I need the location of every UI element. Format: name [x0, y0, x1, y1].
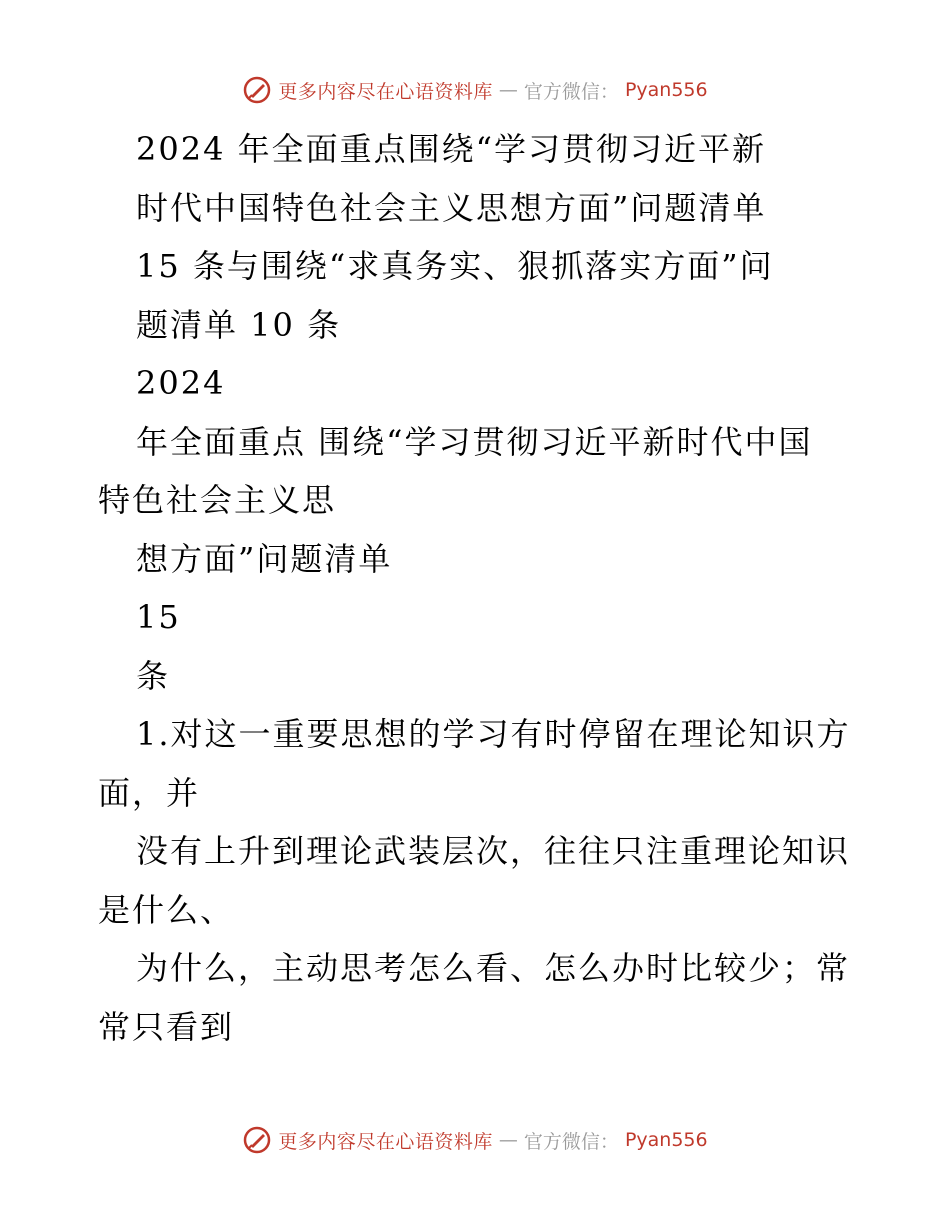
header-banner — [0, 70, 950, 110]
header-banner-dash: — — [498, 79, 518, 101]
footer-banner-text: 更多内容尽在心语资料库 — [278, 1130, 493, 1153]
document-body — [98, 120, 858, 1056]
section-heading-line-3: 想方面”问题清单 — [136, 539, 393, 578]
paragraph-line-6: 常只看到 — [98, 1007, 235, 1046]
paragraph-line-3: 没有上升到理论武装层次，往往只注重理论知识 — [136, 832, 851, 870]
title-line-3: 15 条与围绕“求真务实、狠抓落实方面”问 — [136, 247, 774, 285]
header-banner-wechat-id: Pyan556 — [624, 79, 708, 101]
quill-circle-logo-icon — [242, 1125, 272, 1155]
paragraph-line-5: 为什么，主动思考怎么看、怎么办时比较少；常 — [136, 949, 851, 987]
section-heading-line-2: 特色社会主义思 — [98, 481, 337, 519]
footer-banner-wechat-id: Pyan556 — [624, 1129, 708, 1151]
footer-banner-dash: — — [498, 1129, 518, 1151]
paragraph-line-1: 1.对这一重要思想的学习有时停留在理论知识方 — [136, 715, 851, 753]
footer-banner — [0, 1120, 950, 1160]
title-line-1: 2024 年全面重点围绕“学习贯彻习近平新 — [136, 130, 766, 168]
section-count-unit: 条 — [136, 656, 171, 695]
title-line-4: 题清单 10 条 — [136, 305, 342, 344]
header-banner-label: 官方微信： — [523, 80, 619, 103]
paragraph-line-4: 是什么、 — [98, 890, 235, 929]
header-banner-text: 更多内容尽在心语资料库 — [278, 80, 493, 103]
paragraph-line-2: 面，并 — [98, 773, 201, 812]
quill-circle-logo-icon — [242, 75, 272, 105]
section-year: 2024 — [136, 364, 226, 402]
footer-banner-inner — [242, 1125, 707, 1155]
title-line-2: 时代中国特色社会主义思想方面”问题清单 — [136, 188, 767, 227]
section-count: 15 — [136, 598, 181, 636]
section-heading-line-1: 年全面重点 围绕“学习贯彻习近平新时代中国 — [136, 422, 813, 461]
header-banner-inner — [242, 75, 707, 105]
footer-banner-label: 官方微信： — [523, 1130, 619, 1153]
